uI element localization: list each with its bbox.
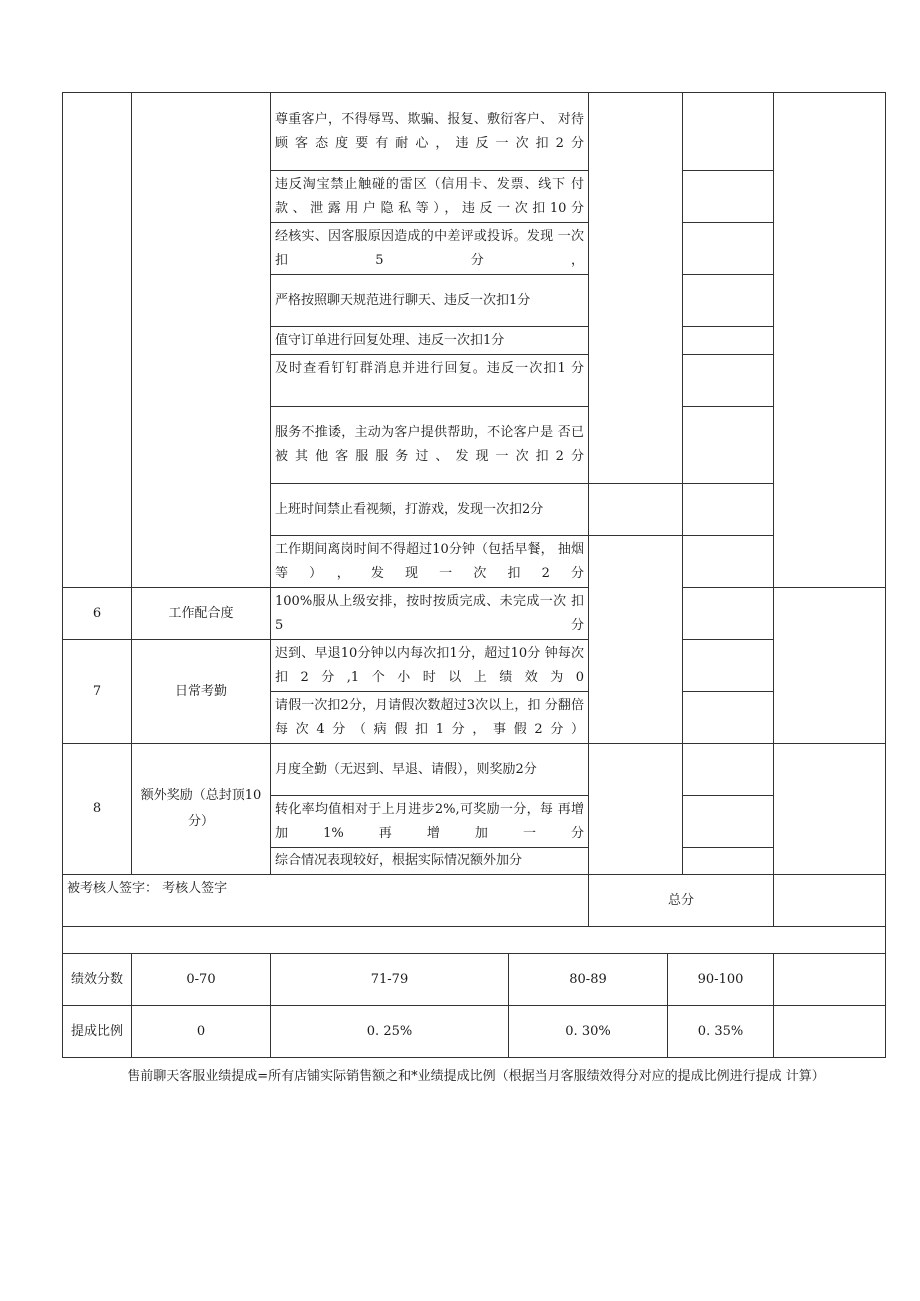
value-cell <box>683 355 774 407</box>
criterion-conversion: 转化率均值相对于上月进步2%,可奖励一分，每 再增加1%再增加一分 <box>271 796 589 848</box>
criterion-cooperation: 100%服从上级安排，按时按质完成、未完成一次 扣5分 <box>271 588 589 640</box>
criterion-dingtalk: 及时查看钉钉群消息并进行回复。违反一次扣1 分 <box>271 355 589 407</box>
value-cell <box>683 588 774 640</box>
score-range-extra <box>774 954 886 1006</box>
continued-name-cell <box>132 93 271 588</box>
value-cell <box>683 744 774 796</box>
commission-rate: 0. 35% <box>668 1006 774 1058</box>
section-name: 工作配合度 <box>132 588 271 640</box>
criterion-no-games: 上班时间禁止看视频，打游戏，发现一次扣2分 <box>271 484 589 536</box>
commission-extra <box>774 1006 886 1058</box>
section-number: 6 <box>63 588 132 640</box>
criterion-leave-request: 请假一次扣2分，月请假次数超过3次以上，扣 分翻倍每次4分（病假扣1分，事假2分） <box>271 692 589 744</box>
criterion-order-reply: 值守订单进行回复处理、违反一次扣1分 <box>271 327 589 355</box>
score-cell <box>589 744 683 875</box>
commission-rate: 0. 25% <box>271 1006 509 1058</box>
criterion-no-shirking: 服务不推诿，主动为客户提供帮助，不论客户是 否已被其他客服服务过、发现一次扣2分 <box>271 407 589 484</box>
score-range-label: 绩效分数 <box>63 954 132 1006</box>
criterion-taobao-rules: 违反淘宝禁止触碰的雷区（信用卡、发票、线下 付款、泄露用户隐私等），违反一次扣10分 <box>271 171 589 223</box>
commission-formula-note: 售前聊天客服业绩提成=所有店铺实际销售额之和*业绩提成比例（根据当月客服绩效得分对应的提成比例进行提成 计算） <box>127 1069 825 1084</box>
criterion-full-attendance: 月度全勤（无迟到、早退、请假），则奖励2分 <box>271 744 589 796</box>
score-cell <box>589 484 683 536</box>
section-name: 额外奖励（总封顶10分） <box>132 744 271 875</box>
section-number: 7 <box>63 640 132 744</box>
score-range: 71-79 <box>271 954 509 1006</box>
score-cell <box>589 93 683 484</box>
criterion-chat-standard: 严格按照聊天规范进行聊天、违反一次扣1分 <box>271 275 589 327</box>
value-cell <box>683 848 774 875</box>
blank-row <box>63 927 886 954</box>
value-cell <box>683 640 774 692</box>
criterion-leave-post: 工作期间离岗时间不得超过10分钟（包括早餐， 抽烟等），发现一次扣2分 <box>271 536 589 588</box>
value-cell <box>774 744 886 875</box>
value-cell <box>774 588 886 744</box>
score-range: 80-89 <box>509 954 668 1006</box>
value-cell <box>683 407 774 484</box>
value-cell <box>683 275 774 327</box>
performance-table <box>62 92 886 1058</box>
total-score-value <box>774 875 886 927</box>
value-cell <box>774 93 886 588</box>
criterion-bonus: 综合情况表现较好，根据实际情况额外加分 <box>271 848 589 875</box>
criterion-lateness: 迟到、早退10分钟以内每次扣1分，超过10分 钟每次扣2分,1个小时以上绩效为0 <box>271 640 589 692</box>
value-cell <box>683 692 774 744</box>
score-cell <box>589 536 683 744</box>
continued-no-cell <box>63 93 132 588</box>
commission-label: 提成比例 <box>63 1006 132 1058</box>
value-cell <box>683 796 774 848</box>
section-number: 8 <box>63 744 132 875</box>
score-range: 0-70 <box>132 954 271 1006</box>
value-cell <box>683 93 774 171</box>
commission-rate: 0. 30% <box>509 1006 668 1058</box>
value-cell <box>683 223 774 275</box>
signature-field: 被考核人签字： 考核人签字 <box>63 875 589 927</box>
criterion-complaints: 经核实、因客服原因造成的中差评或投诉。发现 一次扣5分， <box>271 223 589 275</box>
total-score-label: 总分 <box>589 875 774 927</box>
value-cell <box>683 327 774 355</box>
commission-rate: 0 <box>132 1006 271 1058</box>
section-name: 日常考勤 <box>132 640 271 744</box>
value-cell <box>683 171 774 223</box>
score-range: 90-100 <box>668 954 774 1006</box>
value-cell <box>683 536 774 588</box>
criterion-respect: 尊重客户，不得辱骂、欺骗、报复、敷衍客户、 对待顾客态度要有耐心，违反一次扣2分 <box>271 93 589 171</box>
value-cell <box>683 484 774 536</box>
